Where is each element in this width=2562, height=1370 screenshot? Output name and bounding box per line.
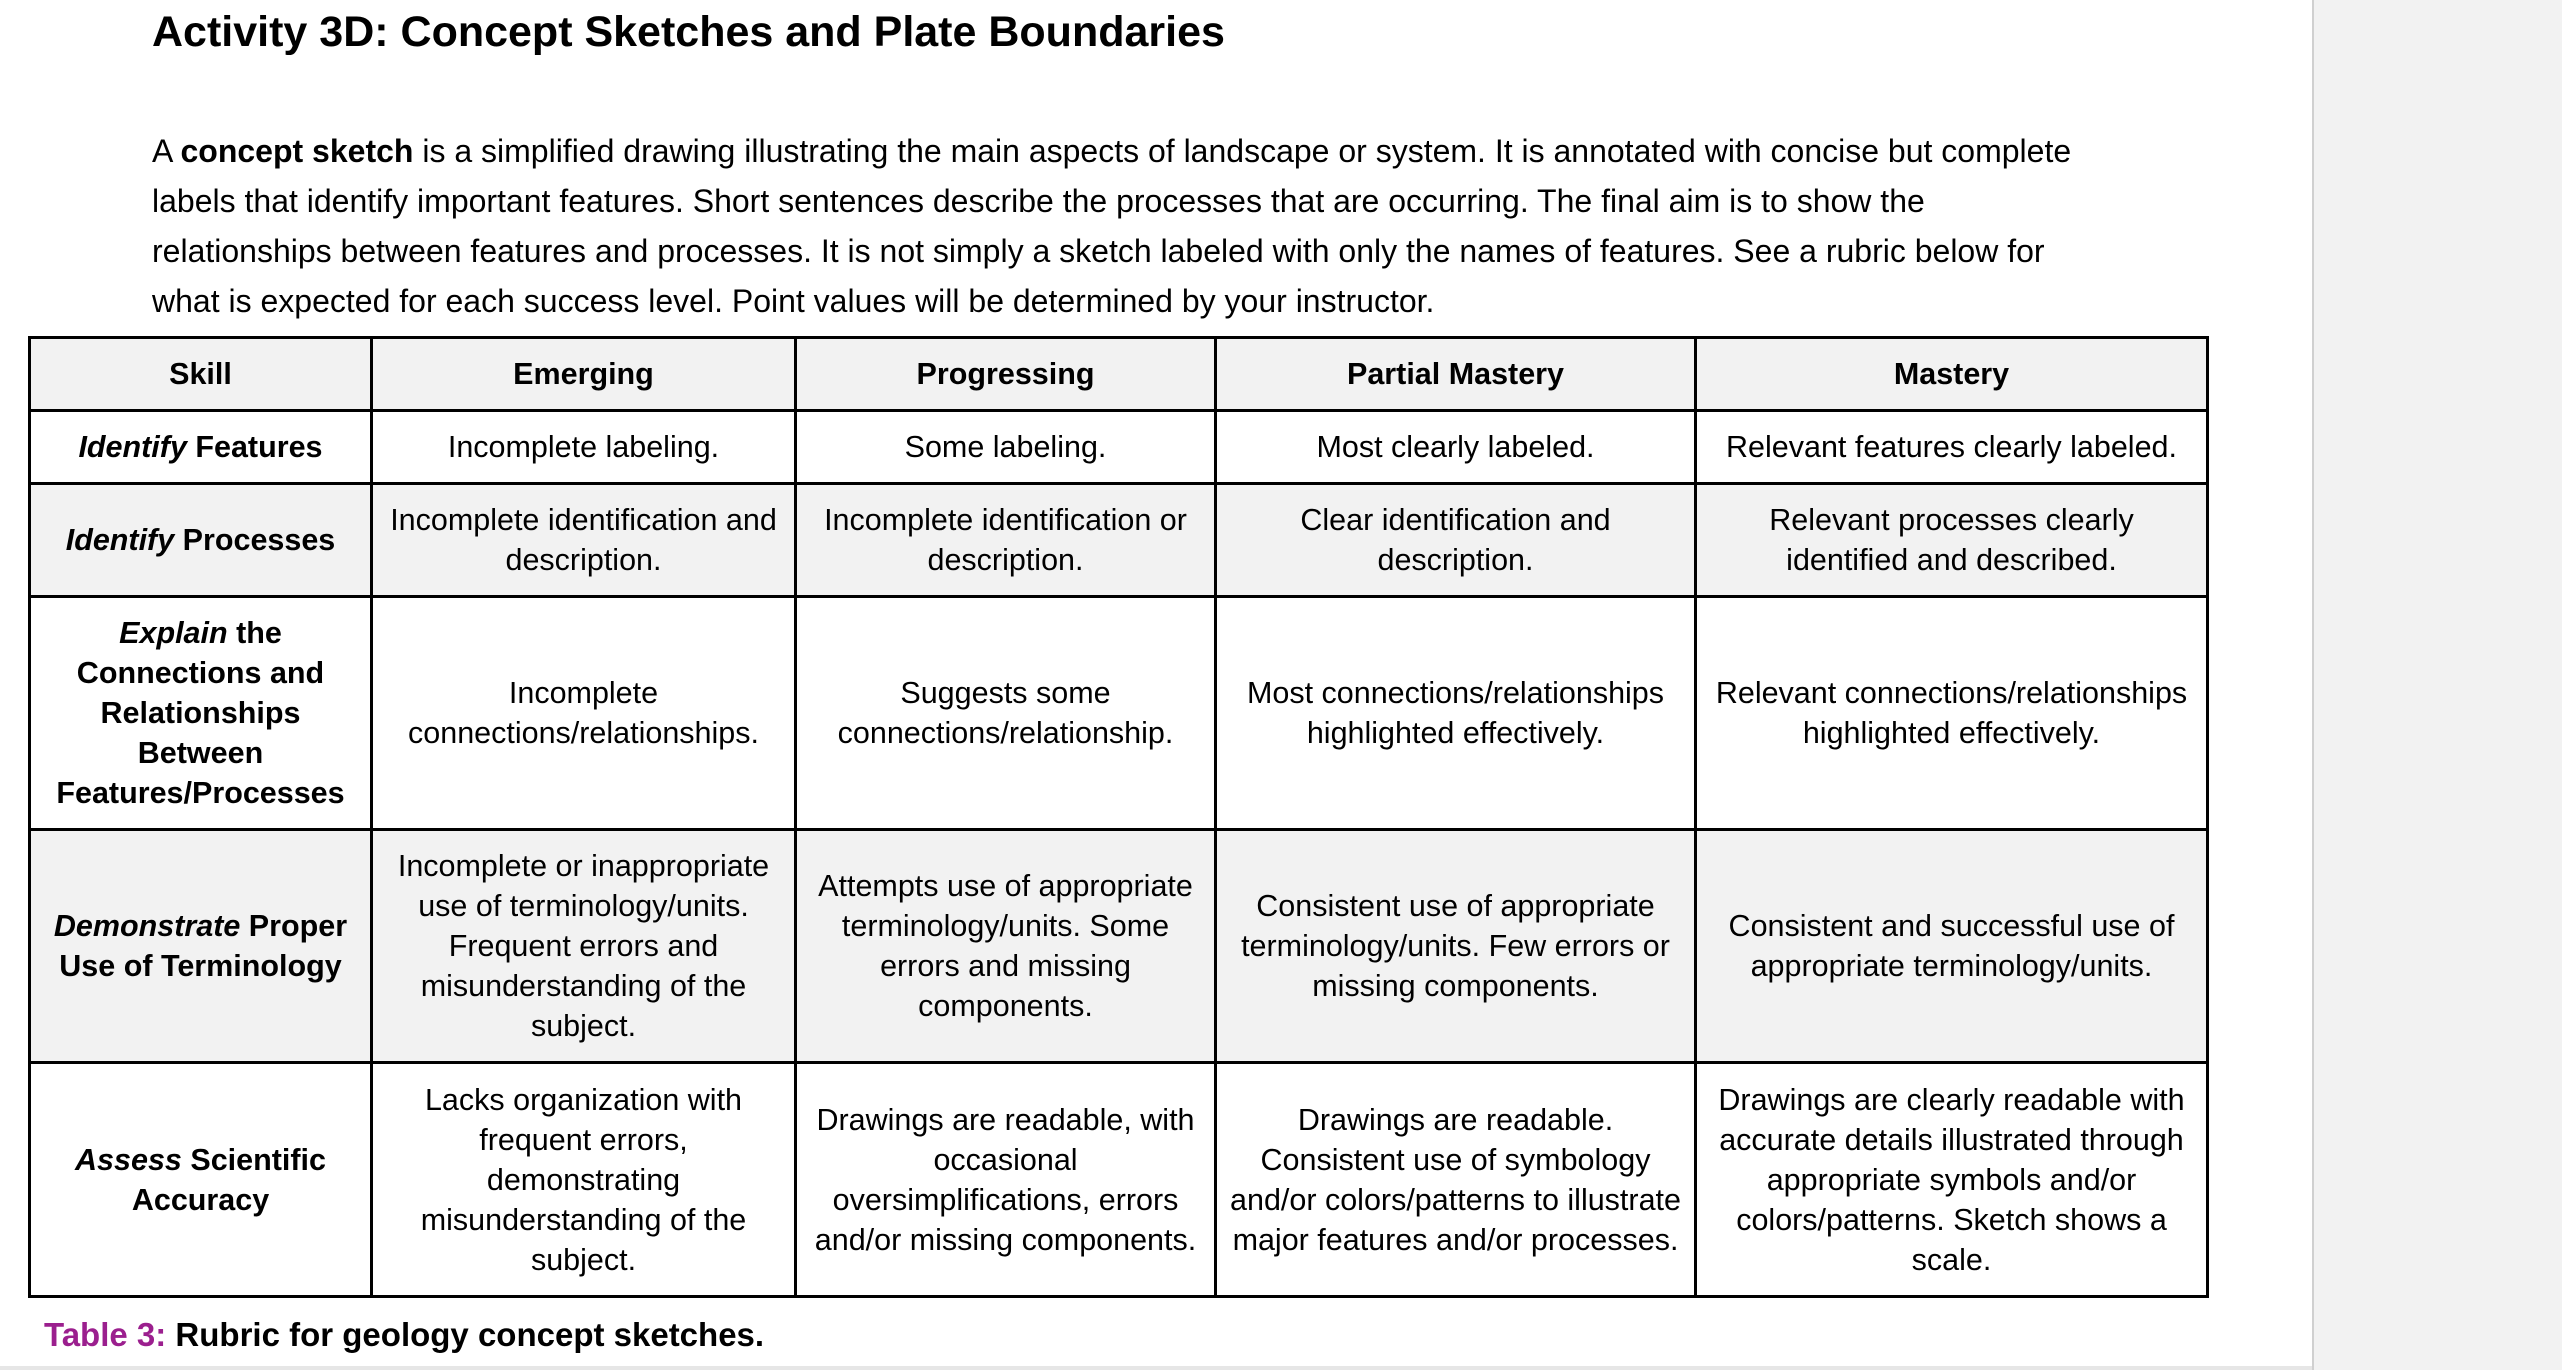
skill-rest: Features: [186, 430, 323, 464]
cell-mastery: Drawings are clearly readable with accurate details illustrated through appropriate symbols and/or colors/patterns. Sketch shows a scale.: [1696, 1063, 2208, 1297]
rubric-row-demonstrate-terminology: [30, 830, 2208, 1063]
cell-emerging: Lacks organization with frequent errors, demonstrating misunderstanding of the subject.: [372, 1063, 796, 1297]
rubric-row-explain-connections: [30, 597, 2208, 830]
cell-partial-mastery: Clear identification and description.: [1216, 484, 1696, 597]
cell-mastery: Relevant connections/relationships highlighted effectively.: [1696, 597, 2208, 830]
header-emerging: Emerging: [372, 338, 796, 411]
header-partial-mastery: Partial Mastery: [1216, 338, 1696, 411]
cell-progressing: Attempts use of appropriate terminology/units. Some errors and missing components.: [796, 830, 1216, 1063]
cell-progressing: Some labeling.: [796, 411, 1216, 484]
cell-progressing: Suggests some connections/relationship.: [796, 597, 1216, 830]
cell-partial-mastery: Most clearly labeled.: [1216, 411, 1696, 484]
header-skill: Skill: [30, 338, 372, 411]
skill-cell: [30, 411, 372, 484]
header-mastery: Mastery: [1696, 338, 2208, 411]
cell-partial-mastery: Most connections/relationships highlighted effectively.: [1216, 597, 1696, 830]
intro-part-2: is a simplified drawing illustrating the main aspects of landscape or system. It is annotated with concise but complete labels that identify important features. Short sentences describe the processes that are occurring. The final aim is to show the relationships between features and processes. It is not simply a sketch labeled with only the names of features. See a rubric below for what is expected for each success level. Point values will be determined by your instructor.: [152, 133, 2072, 319]
skill-cell: [30, 597, 372, 830]
caption-label: Table 3:: [44, 1316, 167, 1353]
table-caption: [44, 1312, 764, 1358]
cell-emerging: Incomplete connections/relationships.: [372, 597, 796, 830]
intro-paragraph: [152, 126, 2112, 326]
cell-progressing: Incomplete identification or description.: [796, 484, 1216, 597]
skill-rest: Proper Use of Terminology: [59, 909, 348, 983]
right-margin-panel: [2312, 0, 2562, 1370]
cell-mastery: Relevant processes clearly identified and described.: [1696, 484, 2208, 597]
rubric-header-row: [30, 338, 2208, 411]
cell-partial-mastery: Consistent use of appropriate terminology/units. Few errors or missing components.: [1216, 830, 1696, 1063]
cell-emerging: Incomplete or inappropriate use of terminology/units. Frequent errors and misunderstanding of the subject.: [372, 830, 796, 1063]
skill-verb: Explain: [119, 616, 228, 650]
cell-emerging: Incomplete identification and description.: [372, 484, 796, 597]
page-bottom-edge: [0, 1366, 2312, 1370]
cell-partial-mastery: Drawings are readable. Consistent use of symbology and/or colors/patterns to illustrate major features and/or processes.: [1216, 1063, 1696, 1297]
skill-verb: Identify: [78, 430, 187, 464]
rubric-table: [28, 336, 2209, 1298]
document-title: Activity 3D: Concept Sketches and Plate Boundaries: [152, 8, 1225, 56]
skill-cell: [30, 1063, 372, 1297]
skill-rest: Processes: [174, 523, 336, 557]
intro-part-1: A: [152, 133, 181, 169]
cell-emerging: Incomplete labeling.: [372, 411, 796, 484]
cell-progressing: Drawings are readable, with occasional oversimplifications, errors and/or missing components.: [796, 1063, 1216, 1297]
cell-mastery: Consistent and successful use of appropriate terminology/units.: [1696, 830, 2208, 1063]
caption-text: Rubric for geology concept sketches.: [166, 1316, 765, 1353]
skill-rest: Scientific Accuracy: [131, 1142, 326, 1217]
rubric-row-identify-processes: [30, 484, 2208, 597]
rubric-row-identify-features: [30, 411, 2208, 484]
intro-bold-term: concept sketch: [180, 133, 414, 169]
cell-mastery: Relevant features clearly labeled.: [1696, 411, 2208, 484]
skill-cell: [30, 484, 372, 597]
skill-rest: the Connections and Relationships Between Features/Processes: [56, 616, 345, 810]
header-progressing: Progressing: [796, 338, 1216, 411]
rubric-row-assess-accuracy: [30, 1063, 2208, 1297]
skill-cell: [30, 830, 372, 1063]
skill-verb: Demonstrate: [53, 909, 241, 943]
skill-verb: Assess: [75, 1142, 182, 1177]
skill-verb: Identify: [65, 523, 175, 557]
